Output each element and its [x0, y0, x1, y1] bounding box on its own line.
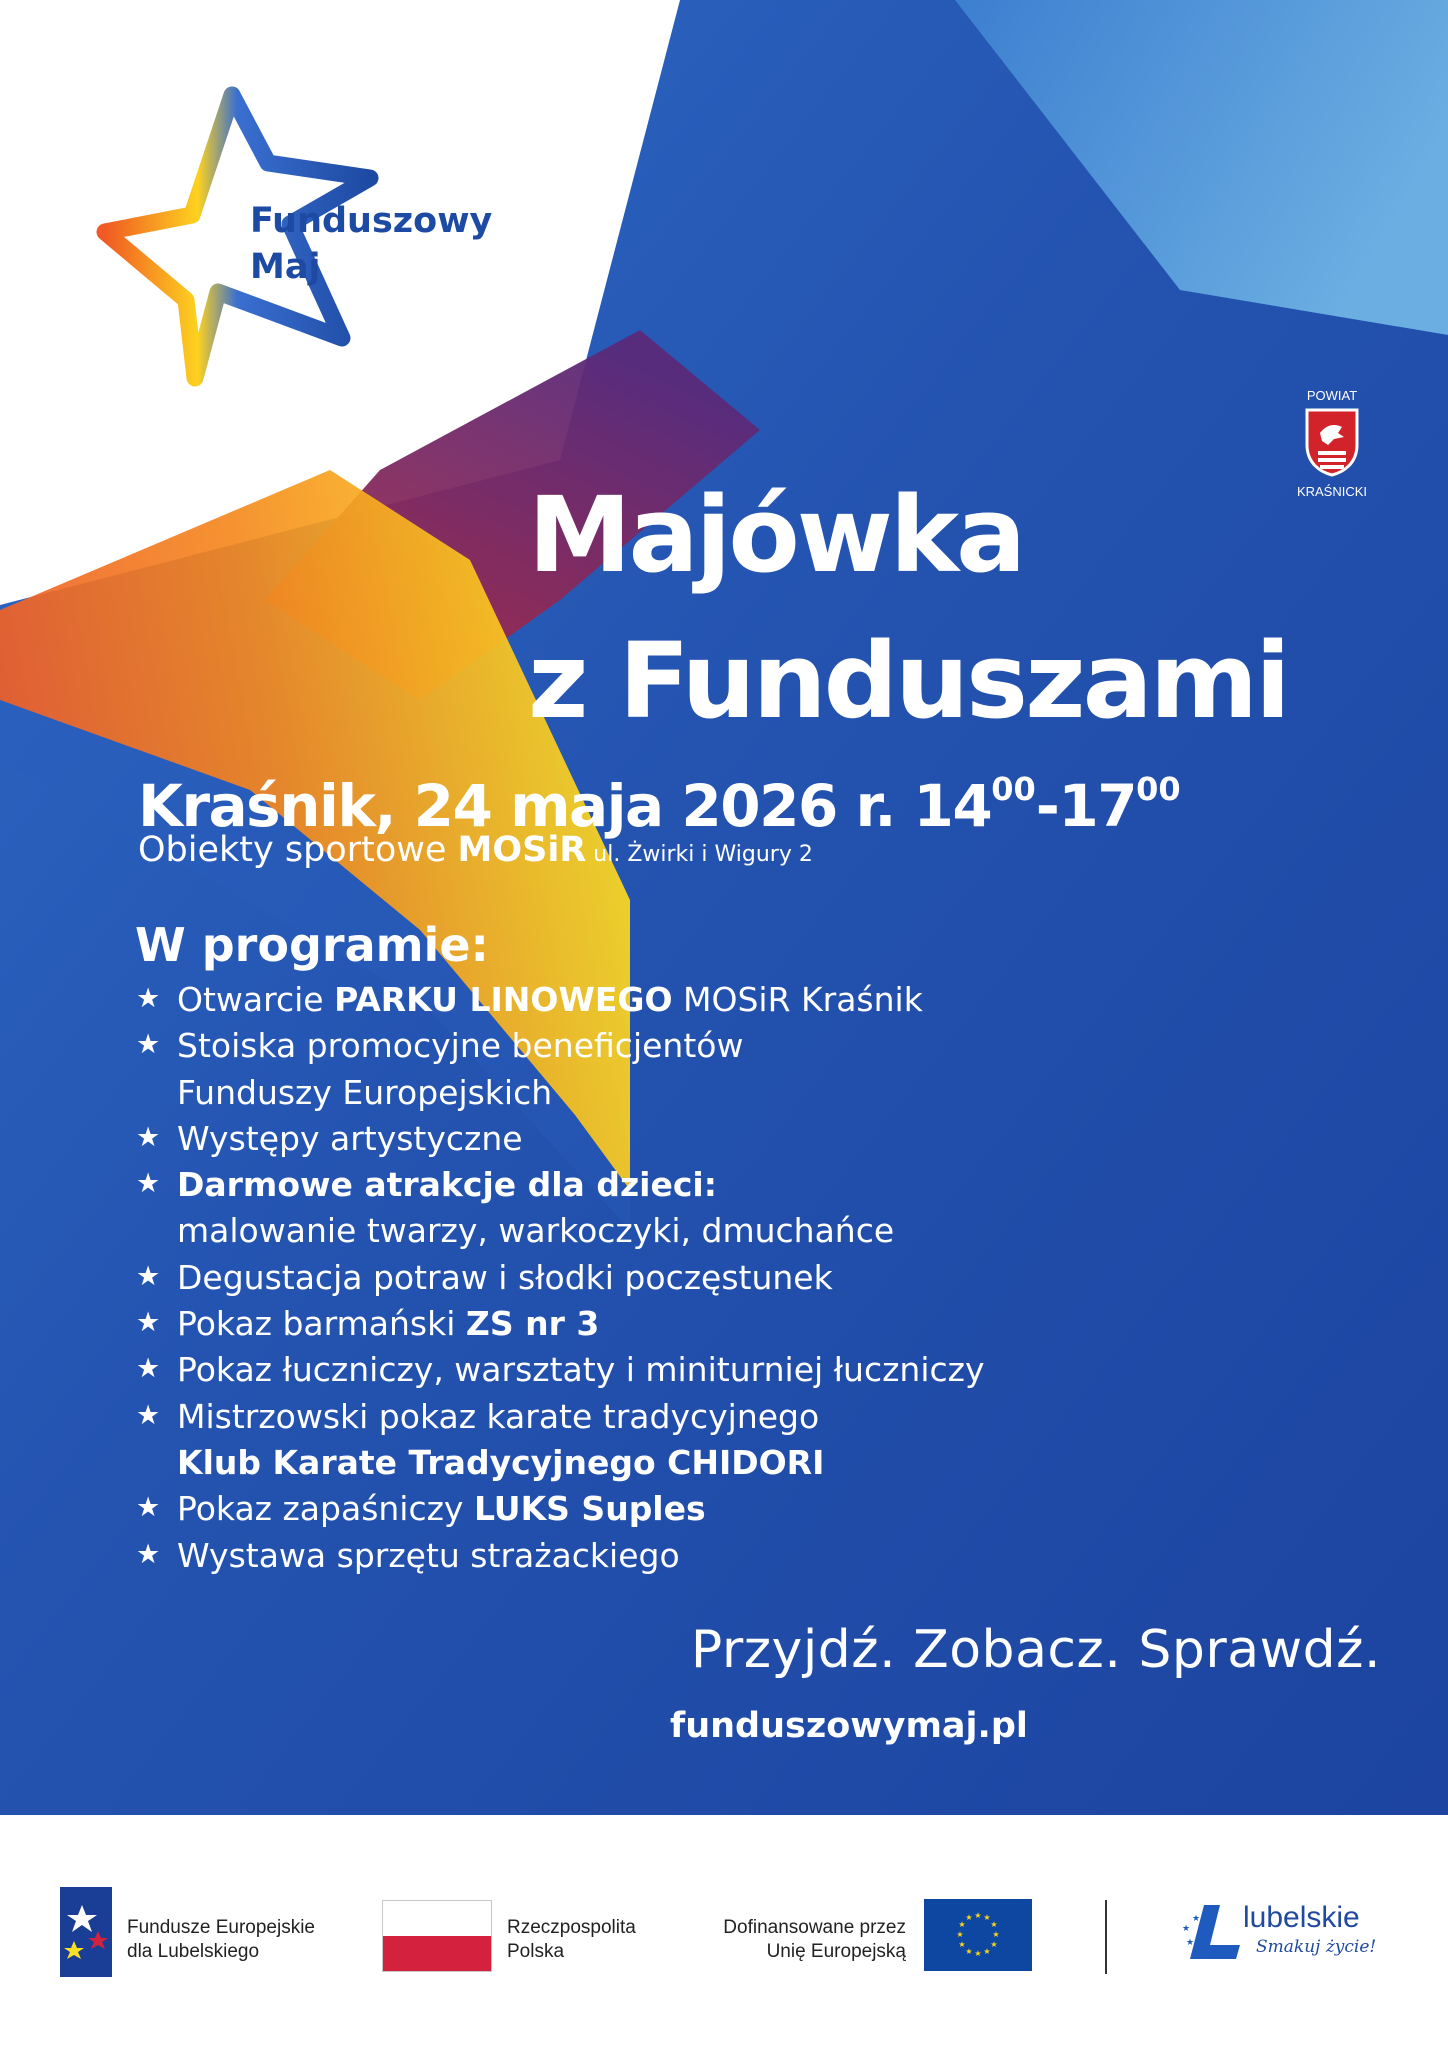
program-item: ★ Pokaz zapaśniczy LUKS Suples [136, 1486, 985, 1532]
star-bullet-icon: ★ [136, 1307, 161, 1339]
slogan: Przyjdź. Zobacz. Sprawdź. [690, 1620, 1381, 1680]
lubelskie-tagline: Smakuj życie! [1256, 1937, 1377, 1957]
rp-label: Rzeczpospolita Polska [507, 1917, 636, 1962]
logo-line1: Funduszowy [250, 201, 493, 241]
lubelskie-name: lubelskie [1243, 1901, 1360, 1934]
funduszowy-maj-logo [250, 198, 492, 290]
program-item: ★ Otwarcie PARKU LINOWEGO MOSiR Kraśnik [136, 977, 985, 1023]
page-title [528, 462, 1288, 754]
lubelskie-logo-icon [1180, 1901, 1250, 1963]
program-item: ★ Darmowe atrakcje dla dzieci: malowanie twarzy, warkoczyki, dmuchańce [136, 1162, 985, 1255]
program-item: ★ Degustacja potraw i słodki poczęstunek [136, 1255, 985, 1301]
svg-text:★: ★ [974, 1949, 982, 1958]
svg-text:★: ★ [1182, 1924, 1191, 1934]
svg-text:★: ★ [974, 1911, 982, 1920]
star-bullet-icon: ★ [136, 1399, 161, 1431]
star-bullet-icon: ★ [136, 1538, 161, 1570]
venue-prefix: Obiekty sportowe [138, 830, 458, 870]
svg-text:★: ★ [965, 1913, 973, 1922]
venue-name: MOSiR [457, 830, 587, 870]
program-item: ★ Mistrzowski pokaz karate tradycyjnego Klub Karate Tradycyjnego CHIDORI [136, 1394, 985, 1487]
coat-of-arms-icon [1304, 407, 1360, 477]
event-venue [138, 826, 813, 879]
star-bullet-icon: ★ [136, 1121, 161, 1153]
fundusze-europejskie-logo-icon [60, 1887, 112, 1977]
star-bullet-icon: ★ [136, 1029, 161, 1061]
title-line1: Majówka [528, 474, 1024, 596]
website-link[interactable]: funduszowymaj.pl [670, 1706, 1028, 1746]
end-minutes: 00 [1136, 770, 1181, 808]
svg-text:★: ★ [992, 1930, 1000, 1939]
svg-text:★: ★ [1192, 1914, 1201, 1924]
powiat-label: POWIAT [1306, 388, 1358, 403]
start-minutes: 00 [991, 770, 1036, 808]
fe-label: Fundusze Europejskie dla Lubelskiego [127, 1917, 315, 1962]
logo-line2: Maj [250, 247, 321, 287]
star-bullet-icon: ★ [136, 1492, 161, 1524]
event-date: Kraśnik, 24 maja 2026 r. 14 [138, 772, 992, 840]
svg-text:★: ★ [958, 1920, 966, 1929]
venue-address: ul. Żwirki i Wigury 2 [586, 842, 813, 867]
program-item: ★ Wystawa sprzętu strażackiego [136, 1533, 985, 1579]
program-list [136, 977, 985, 1579]
svg-text:★: ★ [990, 1920, 998, 1929]
footer-logo-bar [0, 1815, 1448, 2048]
program-item: ★ Stoiska promocyjne beneficjentów Funduszy Europejskich [136, 1023, 985, 1116]
svg-text:★: ★ [958, 1940, 966, 1949]
end-hour: -17 [1035, 772, 1137, 840]
star-bullet-icon: ★ [136, 1168, 161, 1200]
program-item: ★ Pokaz barmański ZS nr 3 [136, 1301, 985, 1347]
footer-divider [1105, 1900, 1107, 1974]
eu-flag-icon [924, 1899, 1032, 1971]
svg-text:★: ★ [990, 1940, 998, 1949]
program-item: ★ Pokaz łuczniczy, warsztaty i miniturniej łuczniczy [136, 1347, 985, 1393]
star-bullet-icon: ★ [136, 1260, 161, 1292]
star-bullet-icon: ★ [136, 1353, 161, 1385]
star-bullet-icon: ★ [136, 983, 161, 1014]
program-heading: W programie: [135, 918, 489, 972]
title-line2: z Funduszami [528, 620, 1288, 742]
krasnicki-label: KRAŚNICKI [1296, 484, 1368, 499]
svg-text:★: ★ [983, 1913, 991, 1922]
svg-text:★: ★ [1186, 1938, 1195, 1948]
svg-text:★: ★ [956, 1930, 964, 1939]
svg-text:★: ★ [983, 1947, 991, 1956]
eu-label: Dofinansowane przez Unię Europejską [723, 1917, 906, 1962]
polish-flag-icon [382, 1900, 492, 1972]
program-item: ★ Występy artystyczne [136, 1116, 985, 1162]
svg-text:★: ★ [965, 1947, 973, 1956]
